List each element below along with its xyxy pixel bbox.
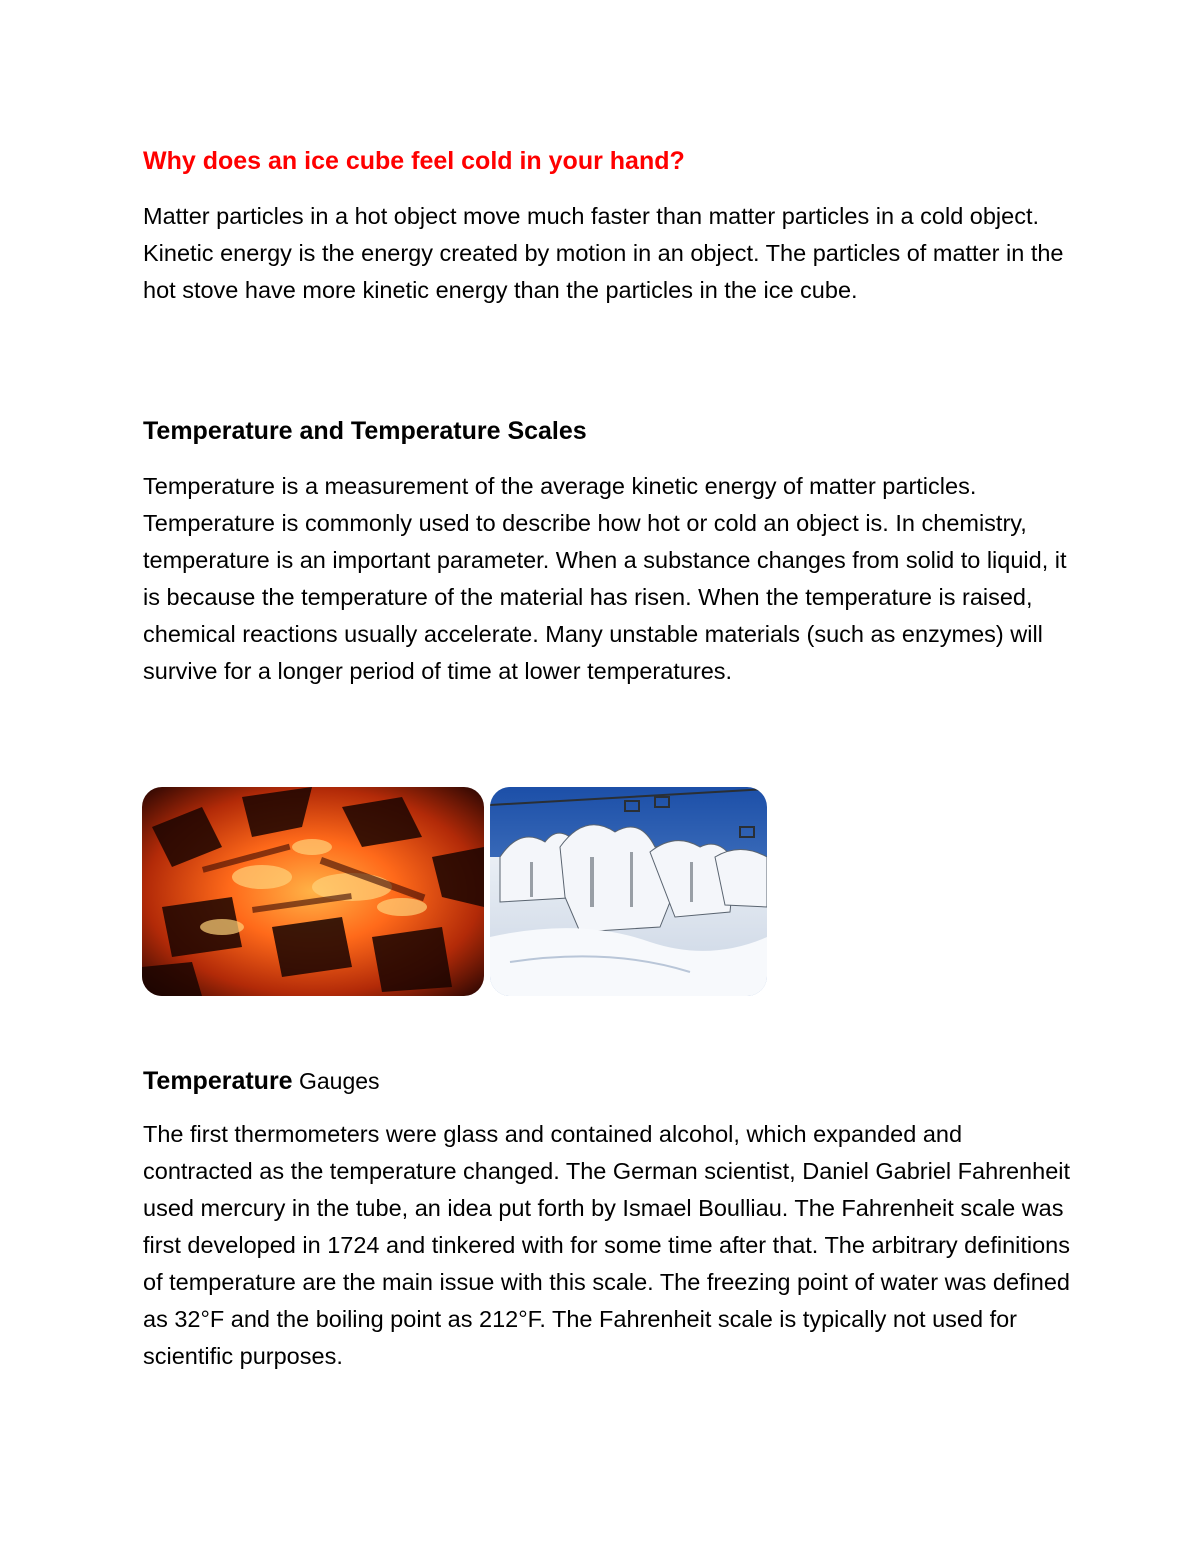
snow-image — [490, 787, 767, 996]
gauges-heading-normal: Gauges — [292, 1068, 380, 1094]
temperature-gauges-heading — [143, 1065, 1073, 1097]
embers-image — [142, 787, 484, 996]
ice-cube-paragraph-block — [143, 198, 1073, 309]
temperature-scales-heading: Temperature and Temperature Scales — [143, 417, 587, 445]
section-temperature-scales — [143, 415, 1073, 447]
temperature-gauges-paragraph-block — [143, 1116, 1073, 1375]
embers-graphic — [142, 787, 484, 996]
ice-cube-paragraph: Matter particles in a hot object move much faster than matter particles in a cold object. Kinetic energy is the energy created by motion in an object. The particles of matter in the hot stove have more kinetic energy than the particles in the ice cube. — [143, 203, 1064, 303]
temperature-scales-paragraph: Temperature is a measurement of the average kinetic energy of matter particles. Temperature is commonly used to describe how hot or cold an object is. In chemistry, temperature is an important parameter. When a substance changes from solid to liquid, it is because the temperature of the material has risen. When the temperature is raised, chemical reactions usually accelerate. Many unstable materials (such as enzymes) will survive for a longer period of time at lower temperatures. — [143, 473, 1067, 684]
temperature-gauges-paragraph: The first thermometers were glass and contained alcohol, which expanded and contracted as the temperature changed. The German scientist, Daniel Gabriel Fahrenheit used mercury in the tube, an idea put forth by Ismael Boulliau. The Fahrenheit scale was first developed in 1724 and tinkered with for some time after that. The arbitrary definitions of temperature are the main issue with this scale. The freezing point of water was defined as 32°F and the boiling point as 212°F. The Fahrenheit scale is typically not used for scientific purposes. — [143, 1121, 1071, 1369]
section-ice-cube — [143, 145, 1073, 177]
ice-cube-heading: Why does an ice cube feel cold in your hand? — [143, 147, 685, 175]
gauges-heading-bold: Temperature — [143, 1067, 293, 1095]
temperature-scales-paragraph-block — [143, 468, 1073, 690]
section-temperature-gauges — [143, 1065, 1073, 1097]
snow-graphic — [490, 787, 767, 996]
